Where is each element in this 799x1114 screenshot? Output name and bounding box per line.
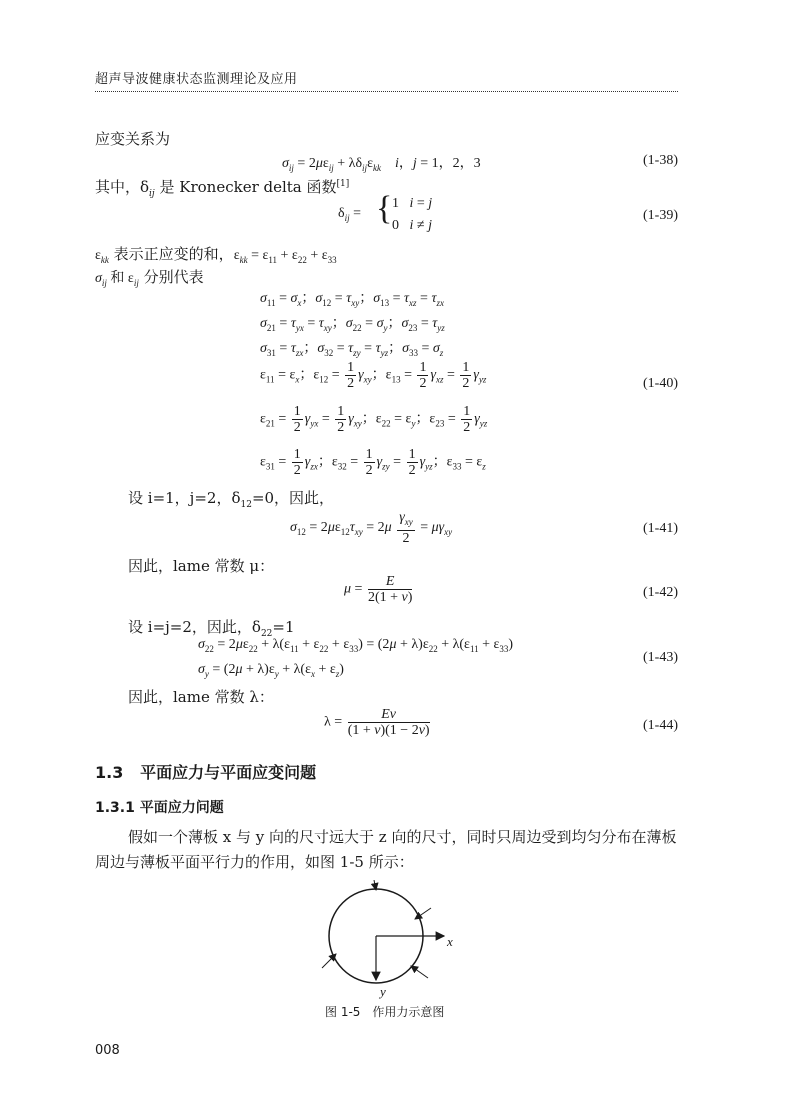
equation-number: (1-39) — [643, 208, 678, 223]
equation: $\sigma_{22} = 2\mu\varepsilon_{22} + \lambda(\varepsilon_{11} + \varepsilon_{22} + \varepsilon_{33}) = (2\mu + \lambda)\varepsilon_{22} + \lambda(\varepsilon_{11} + \varepsilon_{33})$ — [198, 637, 514, 654]
paragraph-text: $\varepsilon_{kk}$ 表示正应变的和，$\varepsilon_{kk} = \varepsilon_{11} + \varepsilon_{22} + \varepsilon_{33}$ — [95, 245, 337, 265]
y-axis-label: y — [380, 984, 386, 999]
force-arrow — [411, 966, 428, 978]
paragraph-text: 假如一个薄板 x 与 y 向的尺寸远大于 z 向的尺寸，同时只周边受到均匀分布在薄板 — [128, 828, 677, 846]
equation: $\sigma_y = (2\mu + \lambda)\varepsilon_y + \lambda(\varepsilon_x + \varepsilon_z)$ — [198, 662, 344, 679]
x-axis-label: x — [447, 934, 453, 949]
equation: $\sigma_{11} = \sigma_x$；$\sigma_{12} = \tau_{xy}$；$\sigma_{13} = \tau_{xz} = \tau_{zx}$ — [260, 291, 444, 308]
paragraph-text: 因此，lame 常数 μ： — [128, 557, 275, 575]
force-diagram — [310, 880, 470, 1000]
equation-number: (1-42) — [643, 585, 678, 600]
header-rule — [95, 91, 678, 92]
equation: $\sigma_{ij} = 2\mu\varepsilon_{ij} + \lambda\delta_{ij}\varepsilon_{kk}$ i，j = 1，2，3 — [282, 156, 481, 173]
paragraph-text: 应变关系为 — [95, 130, 171, 148]
figure-caption: 图 1-5 作用力示意图 — [325, 1005, 445, 1019]
equation-number: (1-38) — [643, 153, 678, 168]
paragraph-text: 设 i=j=2，因此，$\delta_{22}=1$ — [128, 618, 295, 639]
running-header: 超声导波健康状态监测理论及应用 — [95, 72, 298, 87]
equation: $\sigma_{12} = 2\mu\varepsilon_{12}\tau_{xy} = 2\mu$ $\frac{\gamma_{xy}}{2}$ = $\mu\gamma_{xy}$ — [290, 510, 453, 546]
equation: μ = $\frac{E}{2(1 + v)}$ — [344, 574, 413, 605]
paragraph-text: $\sigma_{ij}$ 和 $\varepsilon_{ij}$ 分别代表 — [95, 268, 204, 288]
equation: $\sigma_{31} = \tau_{zx}$；$\sigma_{32} = \tau_{zy} = \tau_{yz}$；$\sigma_{33} = \sigma_z$ — [260, 341, 444, 358]
paragraph-text: 其中，$\delta_{ij}$ 是 Kronecker delta 函数[1] — [95, 178, 350, 199]
paragraph-text: 因此，lame 常数 λ： — [128, 688, 274, 706]
section-heading: 1.3 平面应力与平面应变问题 — [95, 763, 317, 782]
paragraph-text: 设 i=1，j=2，$\delta_{12}=0$，因此， — [128, 489, 335, 510]
equation-number: (1-40) — [643, 376, 678, 391]
force-arrow — [322, 954, 336, 968]
equation: $\varepsilon_{31}$ = $\frac{1}{2}$ $\gamma_{zx}$；$\varepsilon_{32}$ = $\frac{1}{2}$ $\gamma_{zy}$ = $\frac{1}{2}$ $\gamma_{yz}$；$\varepsilon_{33} = \varepsilon_z$ — [260, 447, 486, 478]
page-number: 008 — [95, 1043, 120, 1058]
subsection-heading: 1.3.1 平面应力问题 — [95, 800, 224, 816]
equation-number: (1-43) — [643, 650, 678, 665]
equation-number: (1-41) — [643, 521, 678, 536]
equation: $\varepsilon_{11} = \varepsilon_x$；$\varepsilon_{12}$ = $\frac{1}{2}$ $\gamma_{xy}$；$\varepsilon_{13}$ = $\frac{1}{2}$ $\gamma_{xz}$ = $\frac{1}{2}$ $\gamma_{yz}$ — [260, 360, 487, 391]
equation: λ = $\frac{Ev}{(1 + v)(1 - 2v)}$ — [324, 707, 430, 738]
paragraph-text: 周边与薄板平面平行力的作用，如图 1-5 所示： — [95, 853, 414, 871]
equation-number: (1-44) — [643, 718, 678, 733]
equation: $\sigma_{21} = \tau_{yx} = \tau_{xy}$；$\sigma_{22} = \sigma_y$；$\sigma_{23} = \tau_{yz}$ — [260, 316, 445, 333]
equation: $\varepsilon_{21}$ = $\frac{1}{2}$ $\gamma_{yx}$ = $\frac{1}{2}$ $\gamma_{xy}$；$\varepsilon_{22} = \varepsilon_y$；$\varepsilon_{23}$ = $\frac{1}{2}$ $\gamma_{yz}$ — [260, 404, 488, 435]
